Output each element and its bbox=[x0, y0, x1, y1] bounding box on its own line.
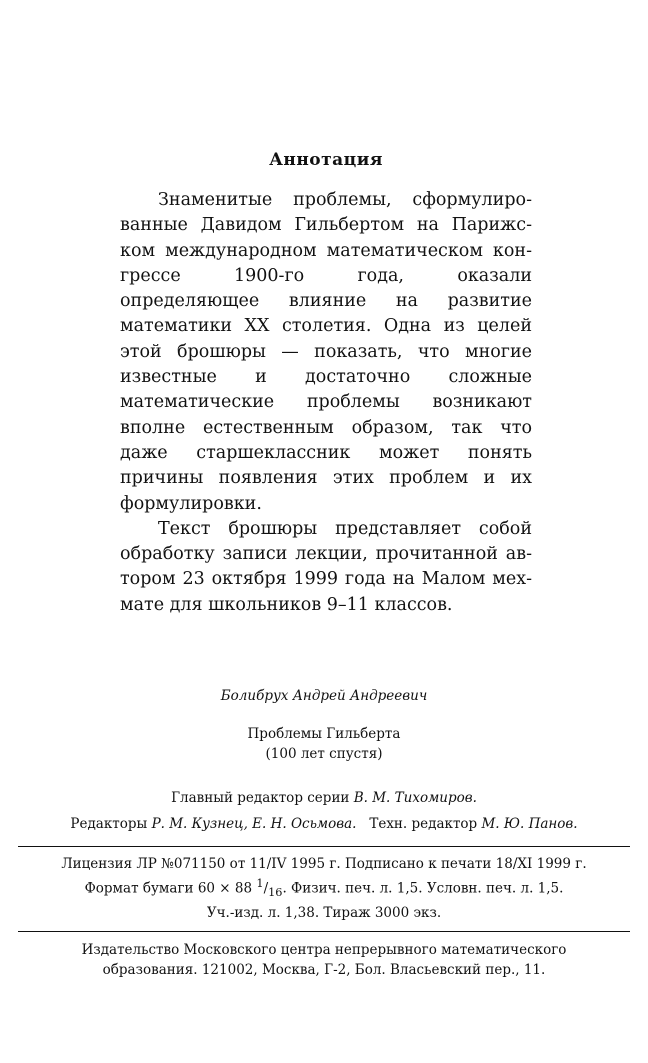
tech-editor-label: Техн. редактор bbox=[369, 816, 478, 832]
format-fraction-num: 1 bbox=[256, 877, 264, 890]
format-suffix: . Физич. печ. л. 1,5. Условн. печ. л. 1,5. bbox=[282, 880, 564, 897]
editors-label: Редакторы bbox=[70, 816, 148, 832]
editors-names: Р. М. Кузнец, Е. Н. Осьмова. bbox=[151, 816, 357, 832]
annotation-heading: Аннотация bbox=[269, 150, 383, 170]
tech-editor-name: М. Ю. Панов. bbox=[481, 816, 578, 832]
book-title: Проблемы Гильберта bbox=[247, 726, 401, 742]
format-prefix: Формат бумаги 60 × 88 bbox=[84, 880, 253, 897]
annotation-paragraph-1: Знаменитые проблемы, сформулированные Давидом Гильбертом на Парижском международном математическом конгрессе 1900-го года, оказали определяющее влияние на развитие математики XX столетия. Одна из целей этой брошюры — показать, что многие известные и достаточно сложные математические проблемы возникают вполне естественным образом, так что даже старшеклассник может понять причины появления этих проблем и их формулировки. bbox=[120, 190, 532, 514]
license-line: Лицензия ЛР №071150 от 11/IV 1995 г. Подписано к печати 18/XI 1999 г. bbox=[61, 856, 587, 872]
editors-line bbox=[18, 814, 630, 834]
publisher-line-2: образования. 121002, Москва, Г-2, Бол. Власьевский пер., 11. bbox=[102, 962, 546, 979]
book-subtitle: (100 лет спустя) bbox=[265, 746, 383, 762]
annotation-section bbox=[120, 150, 532, 618]
format-line: Формат бумаги 60 × 88 $^1/_{16}$. Физич. печ. л. 1,5. Условн. печ. л. 1,5. bbox=[84, 877, 564, 900]
publisher-line-1: Издательство Московского центра непрерывного математического bbox=[81, 942, 567, 959]
imprint-section bbox=[18, 686, 630, 980]
author-name: Болибрух Андрей Андреевич bbox=[220, 688, 428, 704]
publisher-block bbox=[18, 932, 630, 980]
license-block bbox=[18, 847, 630, 931]
format-fraction-den: 16 bbox=[268, 886, 283, 900]
chief-editor-line bbox=[18, 788, 630, 808]
chief-editor-name: В. М. Тихомиров. bbox=[353, 790, 477, 806]
chief-editor-label: Главный редактор серии bbox=[171, 790, 350, 806]
annotation-paragraph-2: Текст брошюры представляет собой обработку записи лекции, прочитанной автором 23 октября 1999 года на Малом мехмате для школьников 9–11 классов. bbox=[120, 518, 532, 615]
edition-line: Уч.-изд. л. 1,38. Тираж 3000 экз. bbox=[206, 905, 442, 922]
